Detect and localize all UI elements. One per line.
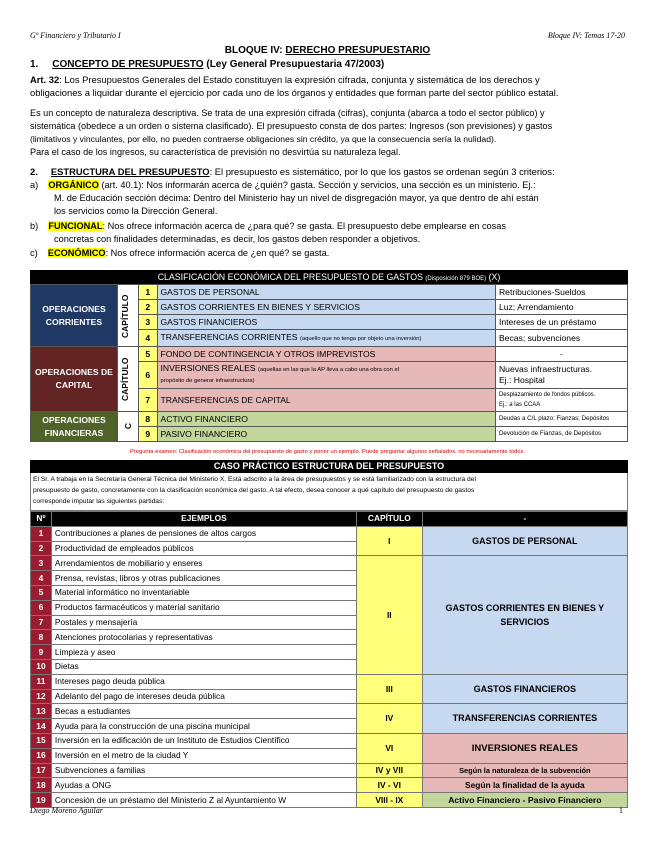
case-row: Inversión en el metro de la ciudad Y xyxy=(51,748,356,763)
group-corrientes: OPERACIONES CORRIENTES xyxy=(31,285,118,347)
row-gastos-personal: GASTOS DE PERSONAL xyxy=(157,285,495,300)
header-right: Bloque IV: Temas 17-20 xyxy=(547,31,625,40)
group-capital-vert: CAPÍTULO xyxy=(117,347,138,412)
row-pasivo-financiero: PASIVO FINANCIERO xyxy=(157,427,495,442)
criterion-funcional: b) FUNCIONAL: Nos ofrece información acerca de ¿para qué? se gasta. El presupuesto debe emplearse en cosas xyxy=(30,221,506,231)
case-title: CASO PRÁCTICO ESTRUCTURA DEL PRESUPUESTO xyxy=(30,460,628,473)
case-row: Atenciones protocolarias y representativas xyxy=(51,630,356,645)
case-row: Limpieza y aseo xyxy=(51,645,356,660)
case-row: Subvenciones a familias xyxy=(51,763,356,778)
case-row: Becas a estudiantes xyxy=(51,704,356,719)
row-inversiones-reales: INVERSIONES REALES (aquellas en las que la AP lleva a cabo una obra con el propósito de generar infraestructura) xyxy=(157,362,495,389)
footer-author: Diego Moreno Aguilar xyxy=(30,806,103,815)
case-row: Contribuciones a planes de pensiones de altos cargos xyxy=(51,526,356,541)
group-capital: OPERACIONES DE CAPITAL xyxy=(31,347,118,412)
case-row: Material informático no inventariable xyxy=(51,585,356,600)
row-transferencias-capital: TRANSFERENCIAS DE CAPITAL xyxy=(157,389,495,412)
group-financieras-vert: C xyxy=(117,412,138,442)
case-study xyxy=(30,460,628,808)
case-row: Ayuda para la construcción de una piscina municipal xyxy=(51,719,356,734)
case-description: El Sr. A trabaja en la Secretaría General Técnica del Ministerio X. Está adscrito a la área de presupuestos y se está familiarizado con la estructura del presupuesto de gasto, concretamente con la clasificación económica del gasto. A tal efecto, desea conocer a qué capítulo del presupuesto de gastos corresponde imputar las siguientes partidas: xyxy=(30,473,628,511)
economic-classification-table: CLASIFICACIÓN ECONÓMICA DEL PRESUPUESTO DE GASTOS (Disposición 879 BOE) (X) OPERACIONES CORRIENTES CAPÍTULO 1 GASTOS DE PERSONAL Retribuciones-Sueldos 2 GASTOS CORRIENTES EN BIENES Y SERVICIOS Luz; Arrendamiento 3 GASTOS FINANCIEROS Intereses de un préstamo 4 TRANSFERENCIAS CORRIENTES (aquello que no tenga por objeto una inversión) Becas; subvenciones OPERACIONES DE CAPITAL CAPÍTULO 5 FONDO DE CONTINGENCIA Y OTROS IMPREVISTOS - 6 INVERSIONES REALES (aquellas en las que la AP lleva a cabo una obra con el propósito de generar infraestructura) Nuevas infraestructuras. Ej.: Hospital 7 TRANSFERENCIAS DE CAPITAL Desplazamiento de fondos públicos. Ej.: a las CCAA OPERACIONES FINANCIERAS C 8 ACTIVO FINANCIERO Deudas a C/L plazo; Fianzas; Depósitos 9 PASIVO FINANCIERO Devolución de Fianzas, de Depósitos xyxy=(30,270,628,442)
header-left: Gº Financiero y Tributario I xyxy=(30,31,121,40)
case-row: Adelanto del pago de intereses deuda pública xyxy=(51,689,356,704)
row-fondo-contingencia: FONDO DE CONTINGENCIA Y OTROS IMPREVISTOS xyxy=(157,347,495,362)
case-row: Ayudas a ONG xyxy=(51,778,356,793)
section-2-heading: 2. ESTRUCTURA DEL PRESUPUESTO: El presupuesto es sistemático, por lo que los gastos se ordenan según 3 criterios: xyxy=(30,166,555,177)
case-row: Concesión de un préstamo del Ministerio Z al Ayuntamiento W xyxy=(51,793,356,808)
criterion-organico: a) ORGÁNICO (art. 40.1): Nos informarán acerca de ¿quién? gasta. Sección y servicios, una sección es un ministerio. Ej.: xyxy=(30,180,536,190)
case-row: Dietas xyxy=(51,659,356,674)
row-transferencias-corrientes: TRANSFERENCIAS CORRIENTES (aquello que no tenga por objeto una inversión) xyxy=(157,330,495,347)
section-1-heading: 1. CONCEPTO DE PRESUPUESTO (Ley General Presupuestaria 47/2003) xyxy=(30,59,385,70)
row-gastos-financieros: GASTOS FINANCIEROS xyxy=(157,315,495,330)
case-row: Productividad de empleados públicos xyxy=(51,541,356,556)
case-row: Postales y mensajería xyxy=(51,615,356,630)
footer-page-number: 1 xyxy=(619,806,623,815)
case-row: Prensa, revistas, libros y otras publicaciones xyxy=(51,571,356,586)
group-financieras: OPERACIONES FINANCIERAS xyxy=(31,412,118,442)
case-table: Nº EJEMPLOS CAPÍTULO - 1 Contribuciones a planes de pensiones de altos cargos I GASTOS DE PERSONAL 2 Productividad de empleados públicos 3 Arrendamientos de mobiliario y enseres II GASTOS CORRIENTES EN BIENES Y SERVICIOS 4 Prensa, revistas, libros y otras publicaciones 5 Material informático no inventariable 6 Productos farmacéuticos y material sanitario 7 Postales y mensajería 8 Atenciones protocolarias y representativas 9 Limpieza y aseo 10 Dietas 11 Intereses pago deuda pública III GASTOS FINANCIEROS 12 Adelanto del pago de intereses deuda pública 13 Becas a estudiantes IV TRANSFERENCIAS CORRIENTES 14 Ayuda para la construcción de una piscina municipal 15 Inversión en la edificación de un Instituto de Estudios Científico VI INVERSIONES REALES 16 Inversión en el metro de la ciudad Y 17 Subvenciones a familias IV y VII Según la naturaleza de la subvención 18 Ayudas a ONG IV - VI Según la finalidad de la ayuda 19 Concesión de un préstamo del Ministerio Z al Ayuntamiento W VIII - IX Activo Financiero - Pasivo Financiero xyxy=(30,511,628,808)
group-corrientes-vert: CAPÍTULO xyxy=(117,285,138,347)
criterion-economico: c) ECONÓMICO: Nos ofrece información acerca de ¿en qué? se gasta. xyxy=(30,248,330,258)
table1-title: CLASIFICACIÓN ECONÓMICA DEL PRESUPUESTO DE GASTOS (Disposición 879 BOE) (X) xyxy=(30,270,628,284)
case-row: Arrendamientos de mobiliario y enseres xyxy=(51,556,356,571)
criteria-list: a) ORGÁNICO (art. 40.1): Nos informarán acerca de ¿quién? gasta. Sección y servicios, una sección es un ministerio. Ej.: M. de Educación sección décima: Dentro del Ministerio hay un nivel de disgregación mayor, ya que dentro de ahí están los servicios como la Dirección General. b) FUNCIONAL: Nos ofrece información acerca de ¿para qué? se gasta. El presupuesto debe emplearse en cosas concretas con finalidades determinadas, es decir, los gastos deben responder a objetivos. c) ECONÓMICO: Nos ofrece información acerca de ¿en qué? se gasta. xyxy=(30,179,630,260)
page-title: BLOQUE IV: DERECHO PRESUPUESTARIO xyxy=(224,45,431,56)
concept-paragraph: Es un concepto de naturaleza descriptiva. Se trata de una expresión cifrada (cifras), conjunta (abarca a todo el sector público) y sistemática (obedece a un orden o sistema clasificado). El presupuesto consta de dos partes: Ingresos (son previsiones) y gastos (limitativos y vinculantes, por ello, no pueden contraerse obligaciones sin crédito, ya que la consecuencia sería la nulidad). Para el caso de los ingresos, su característica de previsión no desvirtúa su naturaleza legal. xyxy=(30,108,553,157)
row-activo-financiero: ACTIVO FINANCIERO xyxy=(157,412,495,427)
row-gastos-corrientes: GASTOS CORRIENTES EN BIENES Y SERVICIOS xyxy=(157,300,495,315)
case-row: Inversión en la edificación de un Instituto de Estudios Científico xyxy=(51,733,356,748)
art32-paragraph: Art. 32: Los Presupuestos Generales del Estado constituyen la expresión cifrada, conjunta y sistemática de los derechos y obligaciones a liquidar durante el ejercicio por cada uno de los órganos y entidades que forman parte del sector público estatal. xyxy=(30,74,559,98)
case-row: Intereses pago deuda pública xyxy=(51,674,356,689)
case-row: Productos farmacéuticos y material sanitario xyxy=(51,600,356,615)
exam-note: Pregunta examen: Clasificación económica del presupuesto de gasto y poner un ejemplo. Puede preguntar algunos señalados, no necesariamente todos. xyxy=(129,449,526,455)
